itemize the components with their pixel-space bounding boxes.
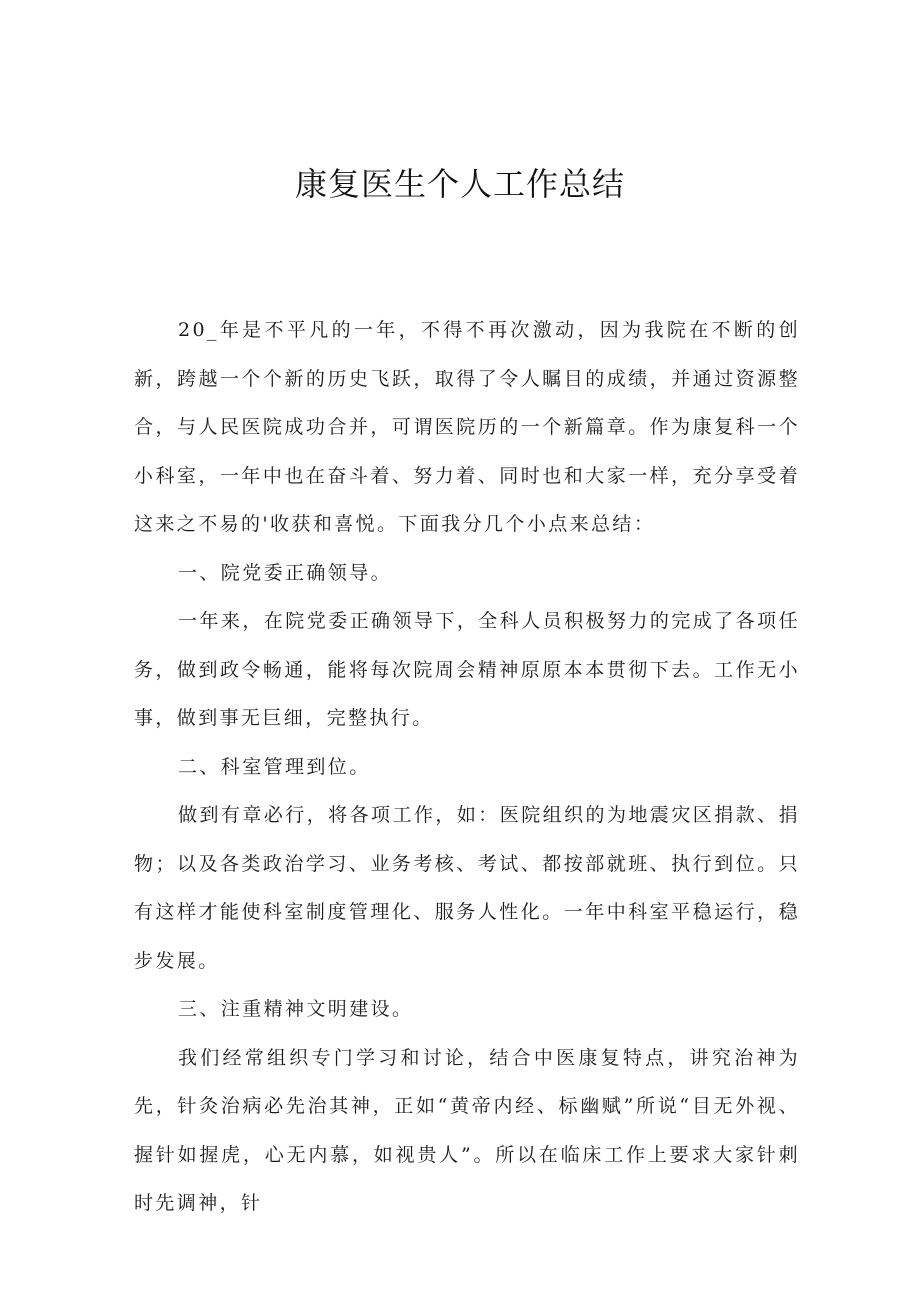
document-body bbox=[134, 306, 800, 1228]
section-heading-1: 一、院党委正确领导。 bbox=[178, 561, 393, 584]
section-heading-3: 三、注重精神文明建设。 bbox=[178, 998, 414, 1020]
document-title: 康复医生个人工作总结 bbox=[294, 165, 625, 203]
paragraph-section-1: 一年来，在院党委正确领导下，全科人员积极努力的完成了各项任务，做到政令畅通，能将每次院周会精神原原本本贯彻下去。工作无小事，做到事无巨细，完整执行。 bbox=[134, 610, 800, 729]
paragraph-section-3: 我们经常组织专门学习和讨论，结合中医康复特点，讲究治神为先，针灸治病必先治其神，正如“黄帝内经、标幽赋”所说“目无外视、握针如握虎，心无内慕，如视贵人”。所以在临床工作上要求大家针刺时先调神，针 bbox=[134, 1046, 800, 1214]
paragraph-intro: 20_年是不平凡的一年，不得不再次激动，因为我院在不断的创新，跨越一个个新的历史飞跃，取得了令人瞩目的成绩，并通过资源整合，与人民医院成功合并，可谓医院历的一个新篇章。作为康复科一个小科室，一年中也在奋斗着、努力着、同时也和大家一样，充分享受着这来之不易的'收获和喜悦。下面我分几个小点来总结： bbox=[134, 319, 800, 535]
section-heading-2: 二、科室管理到位。 bbox=[178, 755, 371, 778]
paragraph-section-2: 做到有章必行，将各项工作，如：医院组织的为地震灾区捐款、捐物；以及各类政治学习、业务考核、考试、都按部就班、执行到位。只有这样才能使科室制度管理化、服务人性化。一年中科室平稳运行，稳步发展。 bbox=[134, 804, 800, 972]
